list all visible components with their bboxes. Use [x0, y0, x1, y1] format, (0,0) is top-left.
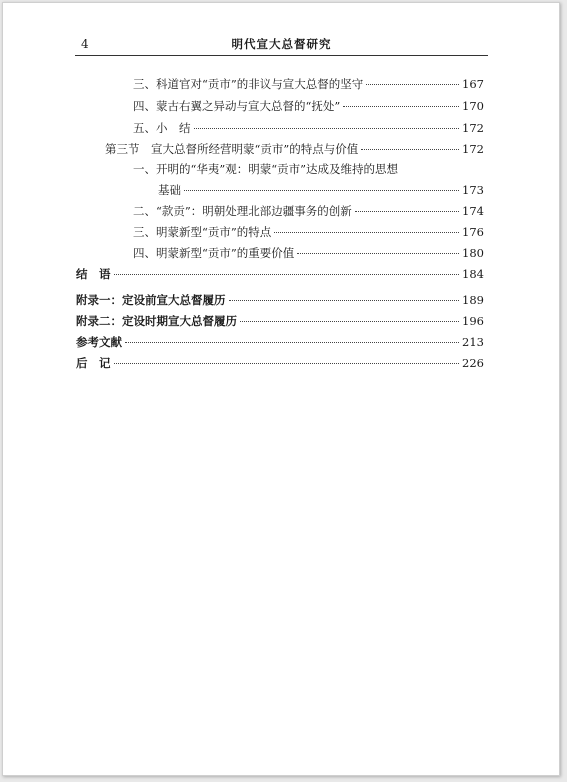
toc-entry-page: 167 [462, 77, 484, 91]
page-number: 4 [81, 37, 89, 51]
toc-entry-label: 参考文献 [76, 335, 122, 349]
toc-entry-label: 附录一：定设前宣大总督履历 [76, 293, 226, 307]
toc-entry-page: 176 [462, 225, 484, 239]
table-of-contents [3, 3, 559, 775]
toc-entry-label: 二、“款贡”：明朝处理北部边疆事务的创新 [133, 204, 352, 218]
toc-entry-label: 一、开明的“华夷”观：明蒙“贡市”达成及维持的思想 [133, 162, 399, 176]
toc-dot-leader [297, 253, 459, 254]
toc-entry-label-continued: 基础 [158, 183, 181, 197]
toc-dot-leader [194, 128, 460, 129]
toc-dot-leader [361, 149, 459, 150]
toc-entry-page: 184 [462, 267, 484, 281]
toc-section-entry [105, 140, 484, 158]
toc-dot-leader [366, 84, 459, 85]
toc-chapter-entry [76, 291, 484, 309]
toc-entry [133, 97, 484, 115]
toc-chapter-entry [76, 333, 484, 351]
toc-entry [133, 119, 484, 137]
toc-dot-leader [343, 106, 459, 107]
toc-dot-leader [274, 232, 459, 233]
toc-entry-page: 226 [462, 356, 484, 370]
toc-entry-label: 结 语 [76, 267, 111, 281]
toc-entry-label: 五、小 结 [133, 121, 191, 135]
toc-entry [133, 244, 484, 262]
toc-entry-label: 三、明蒙新型“贡市”的特点 [133, 225, 272, 239]
toc-entry-page: 180 [462, 246, 484, 260]
toc-entry-page: 170 [462, 99, 484, 113]
toc-chapter-entry [76, 354, 484, 372]
toc-entry-page: 172 [462, 121, 484, 135]
toc-entry-page: 213 [462, 335, 484, 349]
toc-dot-leader [114, 274, 460, 275]
toc-entry-label: 第三节 宣大总督所经营明蒙“贡市”的特点与价值 [105, 142, 359, 156]
toc-entry-page: 189 [462, 293, 484, 307]
toc-entry-label: 后 记 [76, 356, 111, 370]
toc-chapter-entry [76, 312, 484, 330]
toc-entry-label: 四、蒙古右翼之异动与宣大总督的“抚处” [133, 99, 341, 113]
toc-dot-leader [184, 190, 459, 191]
toc-entry-page: 174 [462, 204, 484, 218]
toc-dot-leader [240, 321, 459, 322]
toc-entry-page: 196 [462, 314, 484, 328]
book-title: 明代宣大总督研究 [231, 37, 332, 51]
toc-entry [133, 75, 484, 93]
toc-chapter-entry [76, 265, 484, 283]
toc-entry [133, 223, 484, 241]
toc-entry [133, 202, 484, 220]
toc-dot-leader [114, 363, 460, 364]
toc-entry-page: 172 [462, 142, 484, 156]
toc-dot-leader [229, 300, 460, 301]
toc-entry-label: 四、明蒙新型“贡市”的重要价值 [133, 246, 295, 260]
toc-entry [158, 181, 484, 199]
toc-dot-leader [355, 211, 459, 212]
toc-entry-page: 173 [462, 183, 484, 197]
toc-dot-leader [125, 342, 459, 343]
toc-entry-label: 附录二：定设时期宣大总督履历 [76, 314, 237, 328]
toc-entry-label: 三、科道官对“贡市”的非议与宣大总督的坚守 [133, 77, 364, 91]
document-page [2, 2, 560, 776]
